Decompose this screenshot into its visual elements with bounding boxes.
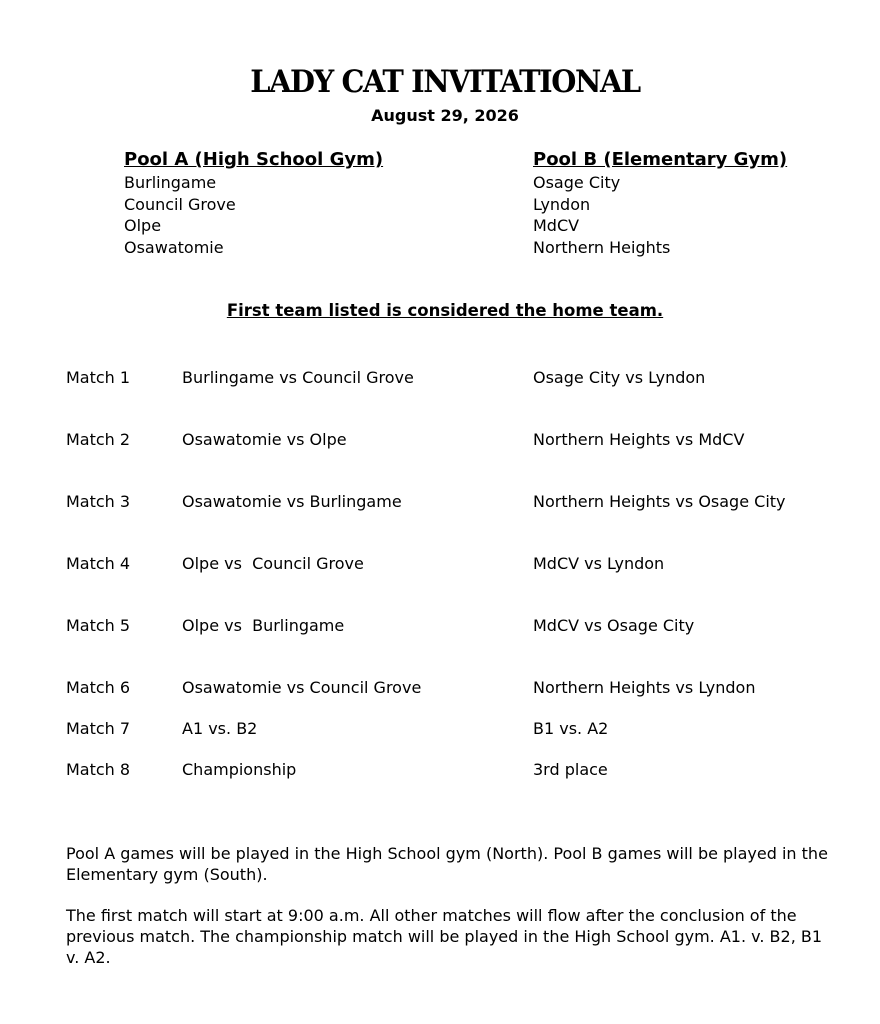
pool-a-team: Burlingame <box>124 173 217 192</box>
pool-a-matchup: Olpe vs Burlingame <box>182 616 345 635</box>
match-label: Match 8 <box>66 760 131 779</box>
event-date: August 29, 2026 <box>371 106 519 125</box>
pool-a-matchup: Osawatomie vs Council Grove <box>182 678 422 697</box>
pool-a-matchup: Burlingame vs Council Grove <box>182 368 414 387</box>
match-label: Match 3 <box>66 492 131 511</box>
pool-b-matchup: Osage City vs Lyndon <box>533 368 706 387</box>
gym-location-note: Pool A games will be played in the High School gym (North). Pool B games will be played in the Elementary gym (South). <box>66 844 828 884</box>
document-title: LADY CAT INVITATIONAL <box>250 64 640 100</box>
pool-a <box>124 148 383 258</box>
pool-b-matchup: B1 vs. A2 <box>533 719 609 738</box>
match-row <box>0 554 880 576</box>
home-team-note: First team listed is considered the home team. <box>226 301 664 320</box>
pool-a-matchup: Osawatomie vs Burlingame <box>182 492 402 511</box>
pool-a-matchup: Osawatomie vs Olpe <box>182 430 347 449</box>
match-row <box>0 492 880 514</box>
pool-b-matchup: MdCV vs Osage City <box>533 616 695 635</box>
match-label: Match 2 <box>66 430 131 449</box>
match-row <box>0 430 880 452</box>
pool-a-heading: Pool A (High School Gym) <box>124 149 384 170</box>
pool-b-team: Lyndon <box>533 194 591 214</box>
pool-b-team: Osage City <box>533 173 621 192</box>
pool-b-matchup: Northern Heights vs Lyndon <box>533 678 756 697</box>
match-label: Match 7 <box>66 719 131 738</box>
match-row <box>0 616 880 638</box>
pool-b-matchup: Northern Heights vs MdCV <box>533 430 745 449</box>
pool-b-team: MdCV <box>533 216 580 235</box>
pool-b-matchup: Northern Heights vs Osage City <box>533 492 786 511</box>
match-label: Match 4 <box>66 554 131 573</box>
pool-b <box>533 148 787 258</box>
pool-b-matchup: 3rd place <box>533 760 608 779</box>
match-row <box>0 678 880 700</box>
pool-a-matchup: Olpe vs Council Grove <box>182 554 364 573</box>
match-label: Match 5 <box>66 616 131 635</box>
match-row <box>0 368 880 390</box>
match-label: Match 1 <box>66 368 131 387</box>
match-row <box>0 719 880 741</box>
pool-b-matchup: MdCV vs Lyndon <box>533 554 665 573</box>
pool-a-matchup: A1 vs. B2 <box>182 719 258 738</box>
pool-a-team: Osawatomie <box>124 237 224 257</box>
pool-b-team: Northern Heights <box>533 237 671 257</box>
pool-a-team: Council Grove <box>124 194 236 214</box>
match-row <box>0 760 880 782</box>
pool-b-heading: Pool B (Elementary Gym) <box>533 149 788 170</box>
match-label: Match 6 <box>66 678 131 697</box>
pool-a-matchup: Championship <box>182 760 297 779</box>
start-time-note: The first match will start at 9:00 a.m. All other matches will flow after the conclusion of the previous match. The championship match will be played in the High School gym. A1. v. B2, B1 v. A2. <box>66 906 823 967</box>
pool-a-team: Olpe <box>124 216 162 235</box>
